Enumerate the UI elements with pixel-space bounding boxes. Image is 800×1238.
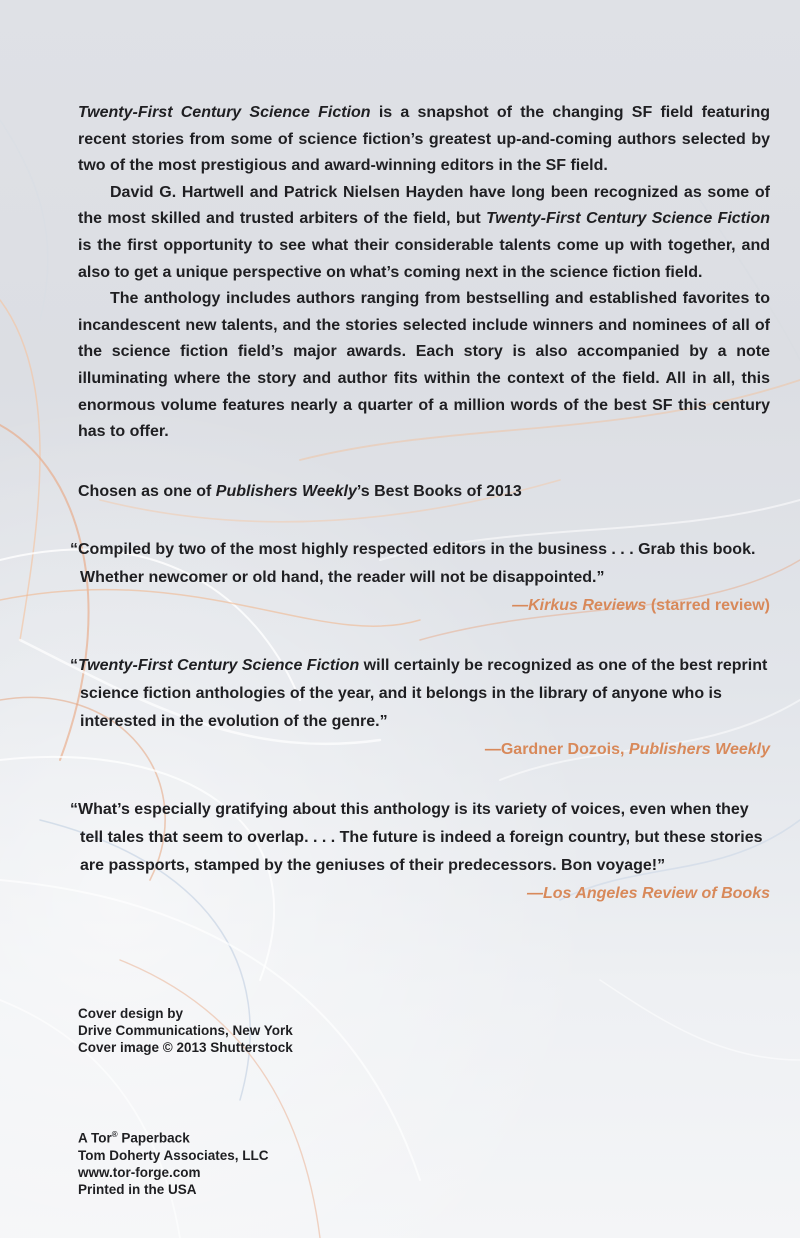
quote-attribution: —Kirkus Reviews (starred review) [512, 597, 770, 614]
description-paragraph-3: The anthology includes authors ranging from bestselling and established favorites to incandescent new talents, and the stories selected include winners and nominees of all of the science fiction field’s major awards. Each story is also accompanied by a note illuminating where the story and author fits within the context of the field. All in all, this enormous volume features nearly a quarter of a million words of the best SF this century has to offer. [78, 290, 770, 441]
publisher-info: A Tor® Paperback Tom Doherty Associates, LLC www.tor-forge.com Printed in the USA [78, 1126, 269, 1198]
publisher-website: www.tor-forge.com [78, 1164, 201, 1180]
review-quote-dozois [70, 652, 770, 764]
review-quote-lareview [70, 796, 770, 908]
imprint-line: A Tor® Paperback [78, 1130, 190, 1146]
book-title: Twenty-First Century Science Fiction [486, 210, 771, 228]
book-title: Twenty-First Century Science Fiction [78, 104, 371, 121]
description-paragraph-1: Twenty-First Century Science Fiction is a snapshot of the changing SF field featuring recent stories from some of science fiction’s greatest up-and-coming authors selected by two of the most prestigious and award-winning editors in the SF field. [78, 104, 771, 175]
award-note: Chosen as one of Publishers Weekly’s Best Books of 2013 [78, 483, 522, 500]
description [78, 100, 770, 446]
quote-text: “What’s especially gratifying about this anthology is its variety of voices, even when they tell tales that seem to overlap. . . . The future is indeed a foreign country, but these stories are passports, stamped by the geniuses of their predecessors. Bon voyage!” [70, 801, 763, 874]
quote-text: “Twenty-First Century Science Fiction will certainly be recognized as one of the best reprint science fiction anthologies of the year, and it belongs in the library of anyone who is interested in the evolution of the genre.” [70, 657, 768, 730]
description-paragraph-2: David G. Hartwell and Patrick Nielsen Hayden have long been recognized as some of the most skilled and trusted arbiters of the field, but Twenty-First Century Science Fiction is the first opportunity to see what their considerable talents come up with together, and also to get a unique perspective on what’s coming next in the science fiction field. [78, 183, 771, 281]
quote-text: “Compiled by two of the most highly respected editors in the business . . . Grab this book. Whether newcomer or old hand, the reader will not be disappointed.” [70, 541, 756, 586]
cover-credits: Cover design by Drive Communications, New York Cover image © 2013 Shutterstock [78, 1006, 293, 1055]
review-quote-kirkus [70, 536, 770, 620]
quote-attribution: —Los Angeles Review of Books [526, 885, 770, 902]
quote-attribution: —Gardner Dozois, Publishers Weekly [484, 741, 770, 758]
